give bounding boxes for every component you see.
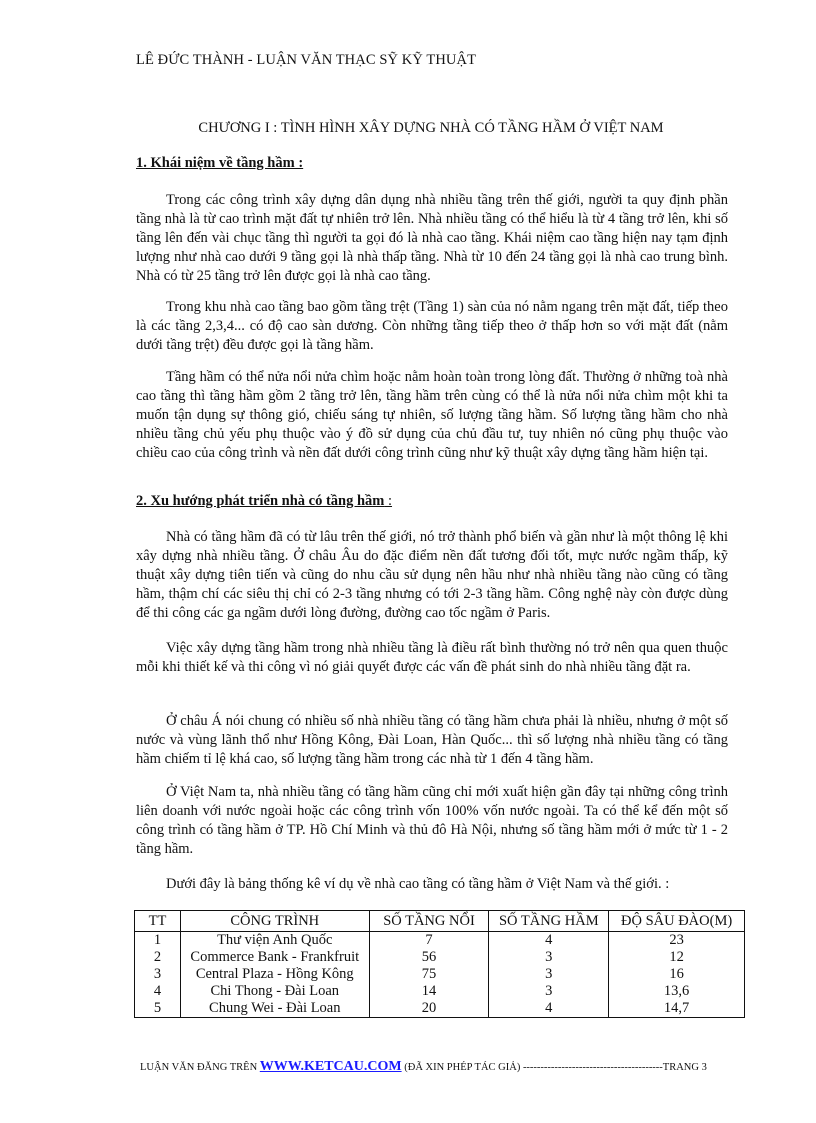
paragraph: Tầng hầm có thể nửa nổi nửa chìm hoặc nằm hoàn toàn trong lòng đất. Thường ở những toà nhà cao tầng thì tầng hầm gồm 2 tầng trở lên, tầng hầm trên cùng có thể là nửa nổi nửa chìm một khi ta muốn tận dụng sự thông gió, chiếu sáng tự nhiên, số lượng tầng hầm. Số lượng tầng hầm cho nhà nhiều tầng chủ yếu phụ thuộc vào ý đồ sử dụng của chủ đầu tư, tuy nhiên nó cũng phụ thuộc vào chiều cao của công trình và nền đất dưới công trình cũng như kỹ thuật xây dựng tầng hầm hiện tại.	[136, 369, 728, 461]
footer-suffix: (ĐÃ XIN PHÉP TÁC GIẢ) ----------------------------------------TRANG 3	[401, 1062, 707, 1073]
cell: 4	[135, 983, 181, 1000]
paragraph: Ở châu Á nói chung có nhiều số nhà nhiều tầng có tầng hầm chưa phải là nhiều, nhưng ở một số nước và vùng lãnh thổ như Hồng Kông, Đài Loan, Hàn Quốc... thì số lượng nhà nhiều tầng có tầng hầm chiếm tỉ lệ khá cao, số lượng tầng hầm trong các nhà từ 1 đến 4 tầng hầm.	[136, 713, 728, 767]
header-so-tang-ham: SỐ TẦNG HẦM	[489, 911, 609, 932]
section-1-title: 1. Khái niệm về tầng hầm :	[136, 155, 304, 171]
cell: 2	[135, 949, 181, 966]
cell: 4	[489, 1000, 609, 1018]
cell: Chi Thong - Đài Loan	[180, 983, 369, 1000]
cell: 16	[609, 966, 745, 983]
paragraph: Nhà có tầng hầm đã có từ lâu trên thế giới, nó trở thành phổ biến và gần như là một thông lệ khi xây dựng nhà nhiều tầng. Ở châu Âu do đặc điểm nền đất tương đối tốt, mực nước ngầm thấp, kỹ thuật xây dựng tiên tiến và cũng do nhu cầu sử dụng nên hầu như nhà nhiều tầng nào cũng có tầng hầm, thậm chí các siêu thị chỉ có 2-3 tầng nhưng có tới 2-3 tầng hầm. Công nghệ này còn được dùng để thi công các ga ngầm dưới lòng đường, đường cao tốc ngầm ở Paris.	[136, 529, 728, 621]
table-header-row	[135, 911, 745, 932]
paragraph: Việc xây dựng tầng hầm trong nhà nhiều tầng là điều rất bình thường nó trở nên qua quen thuộc mỗi khi thiết kế và thi công vì nó giải quyết được các vấn đề phát sinh do nhà nhiều tầng đặt ra.	[136, 640, 728, 675]
paragraph: Ở Việt Nam ta, nhà nhiều tầng có tầng hầm cũng chỉ mới xuất hiện gần đây tại những công trình liên doanh với nước ngoài hoặc các công trình vốn 100% vốn nước ngoài. Ta có thể kể đến một số công trình có tầng hầm ở TP. Hồ Chí Minh và thủ đô Hà Nội, nhưng số tầng hầm mới ở mức từ 1 - 2 tầng hầm.	[136, 784, 728, 857]
table-row	[135, 966, 745, 983]
statistics-table	[134, 910, 745, 1018]
header-do-sau-dao: ĐỘ SÂU ĐÀO(M)	[609, 911, 745, 932]
cell: 4	[489, 932, 609, 950]
cell: 3	[489, 949, 609, 966]
section-2-title: 2. Xu hướng phát triển nhà có tầng hầm :	[136, 493, 393, 509]
cell: Central Plaza - Hồng Kông	[180, 966, 369, 983]
paragraph: Dưới đây là bảng thống kê ví dụ về nhà cao tầng có tầng hầm ở Việt Nam và thế giới. :	[166, 876, 670, 892]
footer-prefix: LUẬN VĂN ĐĂNG TRÊN	[140, 1062, 260, 1073]
cell: Chung Wei - Đài Loan	[180, 1000, 369, 1018]
header-tt: TT	[135, 911, 181, 932]
cell: 5	[135, 1000, 181, 1018]
cell: 3	[489, 983, 609, 1000]
cell: 12	[609, 949, 745, 966]
cell: 13,6	[609, 983, 745, 1000]
table-row	[135, 949, 745, 966]
cell: 56	[369, 949, 489, 966]
table-row	[135, 983, 745, 1000]
cell: Commerce Bank - Frankfruit	[180, 949, 369, 966]
cell: 1	[135, 932, 181, 950]
cell: Thư viện Anh Quốc	[180, 932, 369, 950]
paragraph: Trong khu nhà cao tầng bao gồm tầng trệt (Tầng 1) sàn của nó nằm ngang trên mặt đất, tiếp theo là các tầng 2,3,4... có độ cao sàn dương. Còn những tầng tiếp theo ở thấp hơn so với mặt đất (nằm dưới tầng trệt) đều được gọi là tầng hầm.	[136, 299, 728, 353]
cell: 20	[369, 1000, 489, 1018]
chapter-title: CHƯƠNG I : TÌNH HÌNH XÂY DỰNG NHÀ CÓ TẦNG HẦM Ở VIỆT NAM	[198, 120, 664, 136]
page-footer	[140, 1059, 707, 1075]
cell: 3	[135, 966, 181, 983]
table-row	[135, 1000, 745, 1018]
header-cong-trinh: CÔNG TRÌNH	[180, 911, 369, 932]
website-link[interactable]: WWW.KETCAU.COM	[259, 1059, 402, 1074]
cell: 14,7	[609, 1000, 745, 1018]
cell: 3	[489, 966, 609, 983]
cell: 75	[369, 966, 489, 983]
table-row	[135, 932, 745, 950]
cell: 23	[609, 932, 745, 950]
cell: 14	[369, 983, 489, 1000]
cell: 7	[369, 932, 489, 950]
paragraph: Trong các công trình xây dựng dân dụng nhà nhiều tầng trên thế giới, người ta quy định phần tầng nhà là từ cao trình mặt đất tự nhiên trở lên. Nhà nhiều tầng có thể hiểu là từ 4 tầng trở lên, khi số tầng lên đến vài chục tầng thì người ta gọi đó là nhà cao tầng. Khái niệm cao tầng hiện nay tạm định lượng như nhà cao dưới 9 tầng gọi là nhà thấp tầng. Nhà từ 10 đến 24 tầng gọi là nhà cao trung bình. Nhà có từ 25 tầng trở lên được gọi là nhà cao tầng.	[136, 192, 728, 284]
header-so-tang-noi: SỐ TẦNG NỔI	[369, 911, 489, 932]
page-header: LÊ ĐỨC THÀNH - LUẬN VĂN THẠC SỸ KỸ THUẬT	[136, 52, 477, 68]
